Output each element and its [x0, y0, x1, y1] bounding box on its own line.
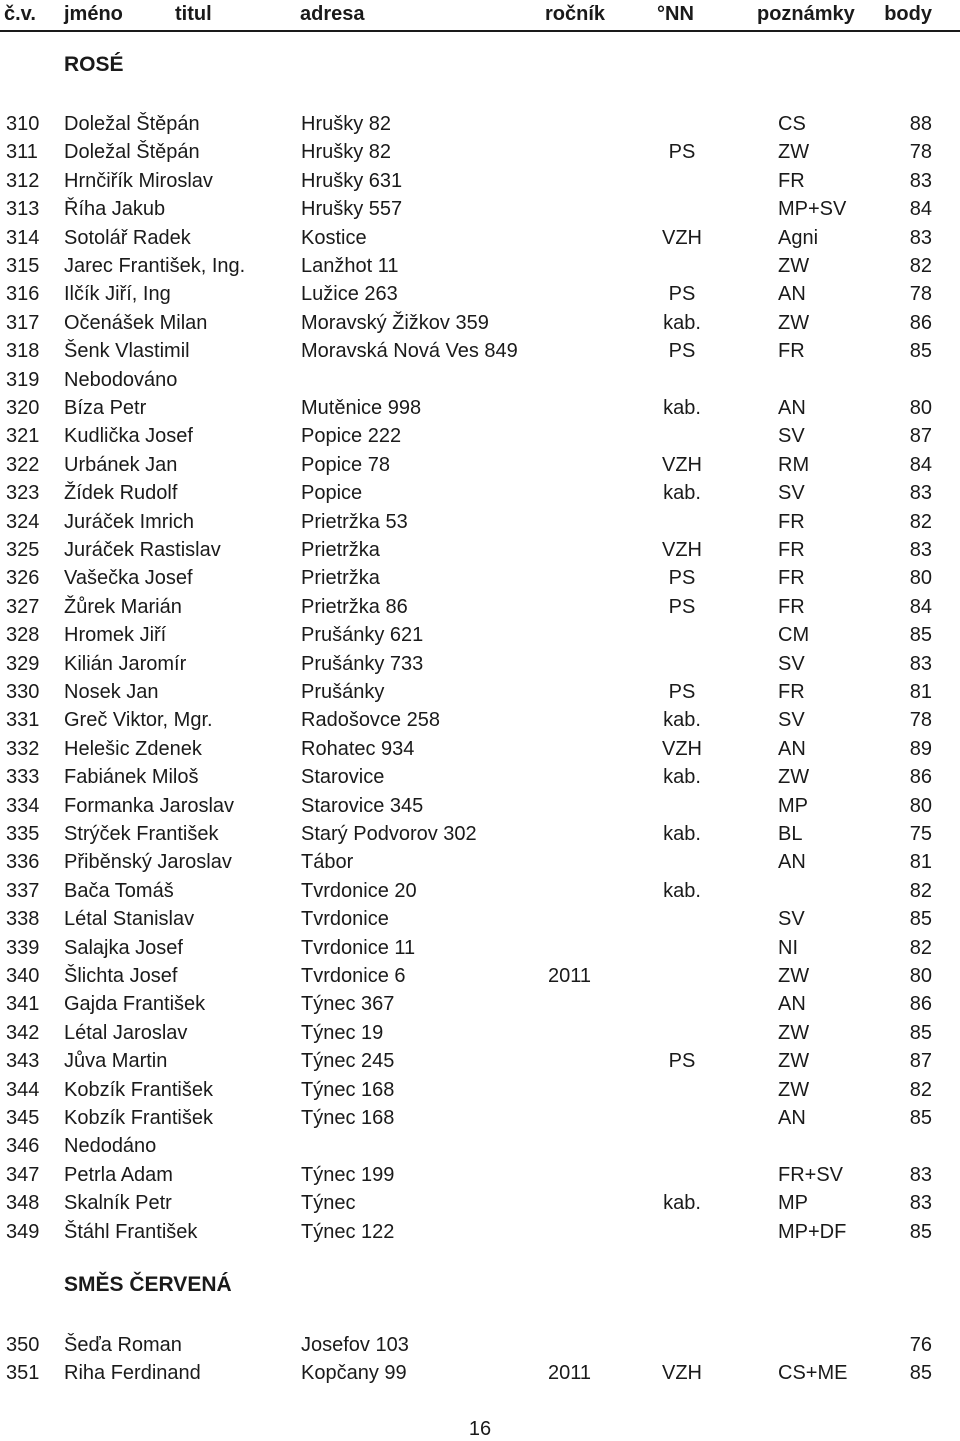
row-cv: 326 — [6, 567, 40, 590]
row-points: 85 — [909, 908, 932, 931]
row-name: Žůrek Marián — [64, 595, 182, 618]
row-points: 83 — [909, 482, 932, 505]
row-address: Kostice — [301, 226, 367, 249]
row-cv: 335 — [6, 823, 40, 845]
row-name: Riha Ferdinand — [64, 1362, 201, 1385]
table-row — [0, 621, 960, 649]
row-address: Prušánky 621 — [301, 624, 424, 647]
row-address: Prietržka — [301, 567, 380, 590]
row-points: 83 — [909, 652, 932, 675]
row-nn: VZH — [662, 539, 702, 561]
row-cv: 310 — [6, 113, 40, 135]
row-name: Greč Viktor, Mgr. — [64, 709, 213, 732]
row-name: Bača Tomáš — [64, 879, 174, 902]
row-cv: 347 — [6, 1163, 40, 1186]
header-address: adresa — [300, 3, 365, 25]
row-name: Ilčík Jiří, Ing — [64, 283, 171, 306]
row-cv: 338 — [6, 908, 40, 931]
row-nn: kab. — [663, 823, 701, 845]
row-note: FR — [778, 169, 805, 192]
row-note: ZW — [778, 1021, 810, 1044]
row-note: MP — [778, 1192, 808, 1215]
table-row — [0, 593, 960, 621]
row-note: CS+ME — [778, 1362, 848, 1385]
table-row — [0, 650, 960, 678]
header-nn: °NN — [657, 3, 694, 25]
row-address: Radošovce 258 — [301, 709, 440, 732]
row-nn: VZH — [662, 737, 702, 760]
row-points: 78 — [909, 283, 932, 306]
row-cv: 346 — [6, 1135, 40, 1158]
row-note: MP+DF — [778, 1220, 847, 1243]
table-row — [0, 451, 960, 479]
row-note: MP — [778, 794, 808, 817]
row-nn: PS — [668, 1050, 696, 1073]
table-row — [0, 508, 960, 536]
row-points: 80 — [909, 965, 932, 987]
row-cv: 340 — [6, 965, 40, 987]
row-name: Doležal Štěpán — [64, 141, 200, 164]
row-address: Prietržka 86 — [301, 595, 408, 618]
table-row — [0, 1161, 960, 1189]
row-address: Popice — [301, 482, 363, 505]
row-points: 83 — [909, 539, 932, 561]
row-points: 88 — [909, 113, 932, 135]
table-row — [0, 110, 960, 138]
row-points: 76 — [909, 1334, 932, 1356]
row-address: Týnec 199 — [301, 1163, 395, 1186]
table-row — [0, 1019, 960, 1047]
row-cv: 337 — [6, 879, 40, 902]
row-name: Nedodáno — [64, 1135, 157, 1158]
row-note: CS — [778, 113, 806, 135]
row-nn: PS — [668, 141, 696, 164]
row-points: 82 — [909, 510, 932, 533]
row-name: Strýček František — [64, 823, 219, 845]
row-cv: 321 — [6, 425, 40, 448]
row-note: AN — [778, 993, 806, 1016]
row-name: Přiběnský Jaroslav — [64, 851, 232, 874]
row-name: Jarec František, Ing. — [64, 255, 246, 277]
row-cv: 330 — [6, 681, 40, 703]
row-note: AN — [778, 1107, 806, 1129]
row-note: AN — [778, 737, 806, 760]
row-points: 80 — [909, 567, 932, 590]
table-row — [0, 138, 960, 166]
table-row — [0, 848, 960, 876]
row-cv: 317 — [6, 311, 40, 334]
row-address: Moravská Nová Ves 849 — [301, 340, 518, 363]
row-cv: 336 — [6, 851, 40, 874]
table-row — [0, 1218, 960, 1246]
table-row — [0, 792, 960, 820]
row-cv: 343 — [6, 1050, 40, 1073]
row-cv: 342 — [6, 1021, 40, 1044]
row-cv: 316 — [6, 283, 40, 306]
header-year: ročník — [545, 3, 606, 25]
row-points: 87 — [909, 425, 932, 448]
section-title: SMĚS ČERVENÁ — [64, 1273, 232, 1296]
row-note: FR — [778, 681, 805, 703]
row-cv: 348 — [6, 1192, 40, 1215]
row-address: Hrušky 82 — [301, 141, 392, 164]
header-cv: č.v. — [4, 3, 36, 25]
row-address: Moravský Žižkov 359 — [301, 311, 489, 334]
row-name: Létal Jaroslav — [64, 1021, 188, 1044]
row-nn: PS — [668, 283, 696, 306]
table-row — [0, 735, 960, 763]
row-name: Nosek Jan — [64, 681, 159, 703]
row-address: Starý Podvorov 302 — [301, 823, 477, 845]
row-note: SV — [778, 482, 805, 505]
row-note: SV — [778, 425, 805, 448]
table-row — [0, 1076, 960, 1104]
row-nn: kab. — [663, 766, 701, 789]
row-address: Týnec 19 — [301, 1021, 384, 1044]
row-address: Starovice 345 — [301, 794, 424, 817]
table-row — [0, 1047, 960, 1075]
row-name: Šeďa Roman — [64, 1334, 182, 1356]
row-points: 81 — [909, 851, 932, 874]
row-cv: 323 — [6, 482, 40, 505]
row-points: 87 — [909, 1050, 932, 1073]
row-nn: kab. — [663, 482, 701, 505]
row-name: Urbánek Jan — [64, 453, 178, 476]
row-nn: VZH — [662, 453, 702, 476]
row-name: Jůva Martin — [64, 1050, 168, 1073]
table-row — [0, 564, 960, 592]
table-row — [0, 706, 960, 734]
row-cv: 329 — [6, 652, 40, 675]
row-name: Kobzík František — [64, 1107, 213, 1129]
table-row — [0, 905, 960, 933]
table-row — [0, 224, 960, 252]
row-name: Šlichta Josef — [64, 965, 178, 987]
row-cv: 345 — [6, 1107, 40, 1129]
row-cv: 312 — [6, 169, 40, 192]
row-name: Kobzík František — [64, 1078, 213, 1101]
table-row — [0, 337, 960, 365]
row-points: 85 — [909, 340, 932, 363]
row-note: Agni — [778, 226, 819, 249]
row-address: Starovice — [301, 766, 385, 789]
row-name: Nebodováno — [64, 368, 178, 391]
row-name: Štáhl František — [64, 1220, 198, 1243]
row-cv: 351 — [6, 1362, 40, 1385]
row-name: Kudlička Josef — [64, 425, 193, 448]
row-address: Prietržka 53 — [301, 510, 408, 533]
row-address: Prušánky — [301, 681, 385, 703]
row-cv: 327 — [6, 595, 40, 618]
row-nn: kab. — [663, 397, 701, 419]
row-points: 83 — [909, 1192, 932, 1215]
row-name: Bíza Petr — [64, 397, 147, 419]
row-points: 85 — [909, 1362, 932, 1385]
header-points: body — [884, 3, 932, 25]
row-name: Hrnčiřík Miroslav — [64, 169, 213, 192]
row-address: Tvrdonice 20 — [301, 879, 417, 902]
row-nn: PS — [668, 567, 696, 590]
row-address: Kopčany 99 — [301, 1362, 407, 1385]
table-row — [0, 280, 960, 308]
table-row — [0, 877, 960, 905]
row-address: Hrušky 631 — [301, 169, 403, 192]
table-row — [0, 1132, 960, 1160]
row-nn: kab. — [663, 709, 701, 732]
row-note: AN — [778, 851, 806, 874]
row-points: 84 — [909, 198, 932, 221]
row-points: 83 — [909, 226, 932, 249]
row-points: 89 — [909, 737, 932, 760]
page-number: 16 — [468, 1418, 492, 1440]
row-name: Petrla Adam — [64, 1163, 173, 1186]
row-address: Tvrdonice — [301, 908, 389, 931]
row-name: Kilián Jaromír — [64, 652, 187, 675]
row-note: FR — [778, 539, 805, 561]
row-nn: PS — [668, 340, 696, 363]
row-points: 82 — [909, 255, 932, 277]
row-address: Týnec 245 — [301, 1050, 395, 1073]
row-address: Popice 222 — [301, 425, 402, 448]
row-address: Tvrdonice 11 — [301, 936, 416, 959]
row-name: Juráček Imrich — [64, 510, 195, 533]
row-note: ZW — [778, 141, 810, 164]
row-cv: 319 — [6, 368, 40, 391]
row-cv: 311 — [6, 141, 38, 164]
row-nn: VZH — [662, 1362, 702, 1385]
row-name: Juráček Rastislav — [64, 539, 221, 561]
row-points: 83 — [909, 169, 932, 192]
row-cv: 339 — [6, 936, 40, 959]
row-name: Šenk Vlastimil — [64, 340, 190, 363]
table-row — [0, 479, 960, 507]
row-nn: PS — [668, 595, 696, 618]
row-note: FR — [778, 595, 805, 618]
row-name: Sotolář Radek — [64, 226, 191, 249]
row-note: NI — [778, 936, 798, 959]
row-name: Formanka Jaroslav — [64, 794, 235, 817]
header-notes: poznámky — [757, 3, 855, 25]
row-points: 78 — [909, 141, 932, 164]
row-cv: 328 — [6, 624, 40, 647]
row-points: 85 — [909, 1107, 932, 1129]
row-points: 83 — [909, 1163, 932, 1186]
row-points: 84 — [909, 595, 932, 618]
row-address: Prušánky 733 — [301, 652, 424, 675]
row-cv: 331 — [6, 709, 40, 732]
table-row — [0, 820, 960, 848]
row-name: Skalník Petr — [64, 1192, 172, 1215]
row-year: 2011 — [548, 965, 592, 987]
row-address: Týnec — [301, 1192, 356, 1215]
table-row — [0, 934, 960, 962]
row-cv: 332 — [6, 737, 40, 760]
table-row — [0, 990, 960, 1018]
row-note: RM — [778, 453, 810, 476]
table-row — [0, 309, 960, 337]
row-cv: 344 — [6, 1078, 40, 1101]
row-cv: 333 — [6, 766, 40, 789]
row-name: Létal Stanislav — [64, 908, 195, 931]
row-note: FR+SV — [778, 1163, 844, 1186]
row-address: Lužice 263 — [301, 283, 398, 306]
row-points: 80 — [909, 794, 932, 817]
row-points: 82 — [909, 936, 932, 959]
row-name: Salajka Josef — [64, 936, 183, 959]
row-note: MP+SV — [778, 198, 847, 221]
row-cv: 334 — [6, 794, 40, 817]
row-address: Popice 78 — [301, 453, 390, 476]
row-points: 86 — [909, 311, 932, 334]
row-address: Prietržka — [301, 539, 380, 561]
row-nn: VZH — [662, 226, 702, 249]
table-row — [0, 1359, 960, 1387]
row-points: 85 — [909, 1021, 932, 1044]
row-name: Fabiánek Miloš — [64, 766, 199, 789]
row-note: SV — [778, 908, 805, 931]
row-points: 85 — [909, 1220, 932, 1243]
row-cv: 322 — [6, 453, 40, 476]
row-points: 86 — [909, 993, 932, 1016]
row-name: Žídek Rudolf — [64, 482, 178, 505]
table-row — [0, 678, 960, 706]
row-note: FR — [778, 340, 805, 363]
row-note: SV — [778, 652, 805, 675]
row-note: FR — [778, 510, 805, 533]
row-name: Očenášek Milan — [64, 311, 208, 334]
row-address: Tábor — [301, 851, 354, 874]
row-cv: 315 — [6, 255, 40, 277]
row-address: Týnec 367 — [301, 993, 395, 1016]
row-cv: 318 — [6, 340, 40, 363]
row-address: Lanžhot 11 — [301, 255, 399, 277]
row-points: 82 — [909, 879, 932, 902]
row-address: Rohatec 934 — [301, 737, 415, 760]
row-cv: 314 — [6, 226, 40, 249]
row-note: BL — [778, 823, 803, 845]
row-address: Mutěnice 998 — [301, 397, 422, 419]
row-points: 82 — [909, 1078, 932, 1101]
table-row — [0, 962, 960, 990]
header-name: jméno — [64, 3, 123, 25]
row-note: CM — [778, 624, 810, 647]
row-points: 75 — [909, 823, 932, 845]
row-points: 78 — [909, 709, 932, 732]
row-note: ZW — [778, 1078, 810, 1101]
row-cv: 341 — [6, 993, 40, 1016]
row-address: Týnec 168 — [301, 1078, 395, 1101]
table-row — [0, 167, 960, 195]
row-nn: kab. — [663, 1192, 701, 1215]
row-cv: 349 — [6, 1220, 40, 1243]
row-address: Hrušky 557 — [301, 198, 403, 221]
row-note: ZW — [778, 255, 810, 277]
row-note: AN — [778, 397, 806, 419]
table-row — [0, 536, 960, 564]
table-row — [0, 763, 960, 791]
row-cv: 325 — [6, 539, 40, 561]
table-row — [0, 394, 960, 422]
row-address: Týnec 168 — [301, 1107, 395, 1129]
row-name: Vašečka Josef — [64, 567, 193, 590]
table-header — [0, 0, 960, 32]
table-row — [0, 422, 960, 450]
row-note: ZW — [778, 766, 810, 789]
table-row — [0, 252, 960, 280]
table-row — [0, 366, 960, 394]
row-note: SV — [778, 709, 805, 732]
row-cv: 350 — [6, 1334, 40, 1356]
row-nn: kab. — [663, 879, 701, 902]
row-note: ZW — [778, 1050, 810, 1073]
row-note: ZW — [778, 311, 810, 334]
row-note: FR — [778, 567, 805, 590]
row-points: 81 — [909, 681, 932, 703]
table-row — [0, 1189, 960, 1217]
row-address: Josefov 103 — [301, 1334, 409, 1356]
row-name: Gajda František — [64, 993, 206, 1016]
row-name: Hromek Jiří — [64, 624, 167, 647]
row-address: Týnec 122 — [301, 1220, 395, 1243]
table-row — [0, 1104, 960, 1132]
row-name: Doležal Štěpán — [64, 113, 200, 135]
header-title: titul — [175, 3, 212, 25]
row-name: Helešic Zdenek — [64, 737, 202, 760]
row-nn: PS — [668, 681, 696, 703]
section-title: ROSÉ — [64, 53, 124, 76]
row-address: Hrušky 82 — [301, 113, 392, 135]
row-nn: kab. — [663, 311, 701, 334]
row-cv: 313 — [6, 198, 40, 221]
row-points: 85 — [909, 624, 932, 647]
row-note: AN — [778, 283, 806, 306]
table-row — [0, 1331, 960, 1359]
row-points: 80 — [909, 397, 932, 419]
row-cv: 320 — [6, 397, 40, 419]
row-name: Říha Jakub — [64, 198, 166, 221]
row-note: ZW — [778, 965, 810, 987]
table-row — [0, 195, 960, 223]
row-points: 84 — [909, 453, 932, 476]
row-cv: 324 — [6, 510, 40, 533]
row-address: Tvrdonice 6 — [301, 965, 406, 987]
row-year: 2011 — [548, 1362, 592, 1385]
row-points: 86 — [909, 766, 932, 789]
